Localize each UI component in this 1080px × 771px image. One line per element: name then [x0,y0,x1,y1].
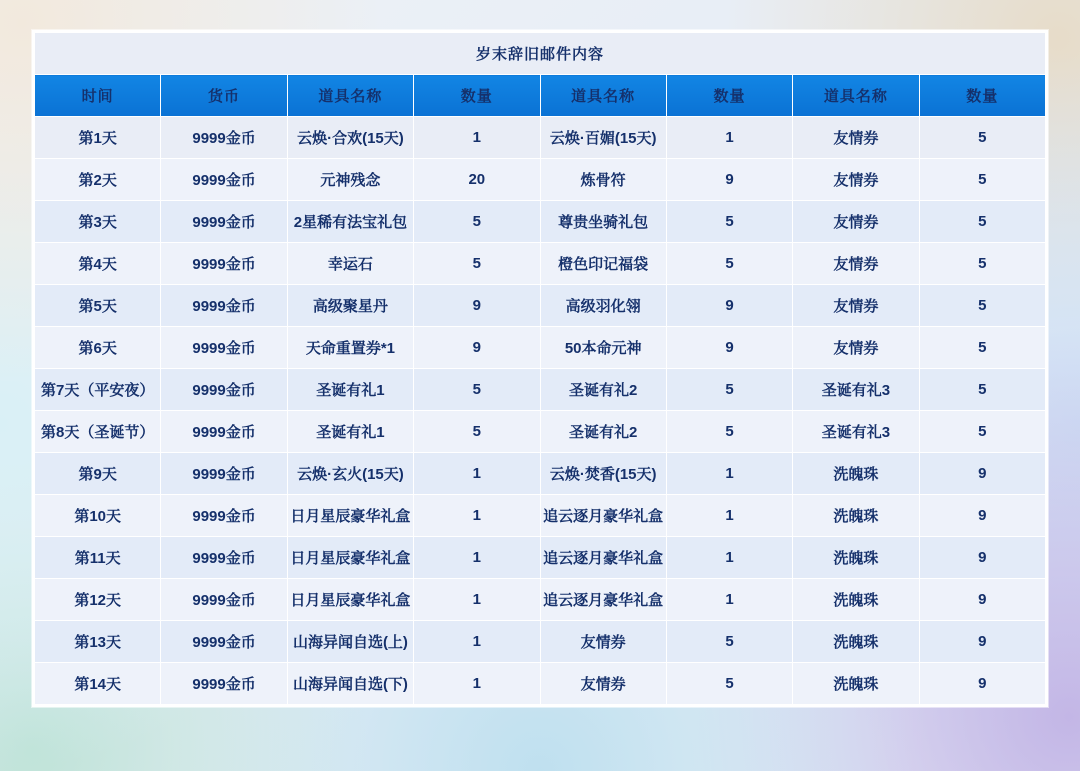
cell-item-2: 友情券 [540,621,666,663]
cell-qty-2: 1 [666,453,792,495]
column-header-item-1: 道具名称 [287,75,413,117]
cell-qty-2: 5 [666,243,792,285]
column-header-item-3: 道具名称 [793,75,919,117]
cell-currency: 9999金币 [161,159,287,201]
column-header-qty-1: 数量 [414,75,540,117]
table-row [35,159,1046,201]
cell-qty-1: 9 [414,285,540,327]
cell-time: 第14天 [35,663,161,705]
cell-item-1: 圣诞有礼1 [287,369,413,411]
table-body [35,117,1046,705]
cell-currency: 9999金币 [161,621,287,663]
cell-qty-3: 5 [919,201,1045,243]
cell-item-2: 50本命元神 [540,327,666,369]
cell-time: 第1天 [35,117,161,159]
cell-item-1: 云焕·合欢(15天) [287,117,413,159]
cell-item-3: 洗魄珠 [793,621,919,663]
cell-currency: 9999金币 [161,495,287,537]
cell-item-3: 友情券 [793,243,919,285]
column-header-item-2: 道具名称 [540,75,666,117]
cell-qty-1: 5 [414,201,540,243]
cell-qty-2: 1 [666,117,792,159]
cell-item-3: 洗魄珠 [793,537,919,579]
table-row [35,411,1046,453]
cell-qty-2: 5 [666,663,792,705]
table-row [35,117,1046,159]
cell-item-3: 友情券 [793,285,919,327]
cell-qty-1: 1 [414,495,540,537]
cell-currency: 9999金币 [161,537,287,579]
cell-item-2: 橙色印记福袋 [540,243,666,285]
cell-time: 第10天 [35,495,161,537]
cell-qty-2: 9 [666,327,792,369]
cell-qty-3: 9 [919,579,1045,621]
reward-table [34,32,1046,705]
cell-qty-3: 5 [919,327,1045,369]
cell-time: 第7天（平安夜） [35,369,161,411]
cell-currency: 9999金币 [161,327,287,369]
cell-time: 第11天 [35,537,161,579]
table-row [35,453,1046,495]
cell-currency: 9999金币 [161,201,287,243]
cell-item-2: 云焕·百媚(15天) [540,117,666,159]
cell-qty-1: 5 [414,369,540,411]
table-title-row [35,33,1046,75]
table-row [35,369,1046,411]
cell-qty-1: 1 [414,537,540,579]
cell-qty-2: 5 [666,369,792,411]
cell-qty-3: 5 [919,369,1045,411]
cell-time: 第4天 [35,243,161,285]
cell-item-2: 炼骨符 [540,159,666,201]
cell-item-3: 圣诞有礼3 [793,369,919,411]
cell-item-1: 山海异闻自选(上) [287,621,413,663]
cell-qty-3: 9 [919,621,1045,663]
cell-currency: 9999金币 [161,243,287,285]
cell-qty-3: 9 [919,537,1045,579]
cell-qty-2: 5 [666,201,792,243]
column-header-currency: 货币 [161,75,287,117]
cell-qty-2: 1 [666,537,792,579]
cell-qty-1: 5 [414,411,540,453]
cell-item-1: 元神残念 [287,159,413,201]
cell-item-2: 高级羽化翎 [540,285,666,327]
cell-qty-3: 9 [919,453,1045,495]
table-row [35,663,1046,705]
cell-item-3: 圣诞有礼3 [793,411,919,453]
cell-item-1: 圣诞有礼1 [287,411,413,453]
cell-qty-2: 9 [666,285,792,327]
cell-item-3: 洗魄珠 [793,495,919,537]
mail-content-table [32,30,1048,707]
cell-item-2: 尊贵坐骑礼包 [540,201,666,243]
cell-qty-1: 9 [414,327,540,369]
cell-item-2: 追云逐月豪华礼盒 [540,537,666,579]
cell-currency: 9999金币 [161,453,287,495]
cell-time: 第9天 [35,453,161,495]
table-row [35,243,1046,285]
cell-time: 第6天 [35,327,161,369]
cell-item-3: 洗魄珠 [793,579,919,621]
cell-item-1: 2星稀有法宝礼包 [287,201,413,243]
cell-qty-2: 5 [666,411,792,453]
cell-qty-1: 20 [414,159,540,201]
cell-qty-3: 9 [919,495,1045,537]
cell-qty-1: 1 [414,621,540,663]
cell-time: 第12天 [35,579,161,621]
cell-currency: 9999金币 [161,117,287,159]
cell-item-1: 日月星辰豪华礼盒 [287,495,413,537]
column-header-time: 时间 [35,75,161,117]
cell-item-3: 友情券 [793,327,919,369]
cell-qty-3: 5 [919,159,1045,201]
table-row [35,201,1046,243]
cell-currency: 9999金币 [161,579,287,621]
cell-qty-2: 5 [666,621,792,663]
cell-item-3: 洗魄珠 [793,453,919,495]
table-row [35,579,1046,621]
table-row [35,621,1046,663]
cell-item-2: 追云逐月豪华礼盒 [540,495,666,537]
cell-time: 第3天 [35,201,161,243]
cell-qty-1: 5 [414,243,540,285]
cell-item-2: 圣诞有礼2 [540,411,666,453]
cell-item-3: 友情券 [793,117,919,159]
cell-item-1: 山海异闻自选(下) [287,663,413,705]
cell-qty-1: 1 [414,117,540,159]
cell-currency: 9999金币 [161,411,287,453]
cell-time: 第5天 [35,285,161,327]
cell-qty-1: 1 [414,453,540,495]
cell-currency: 9999金币 [161,285,287,327]
cell-item-1: 天命重置券*1 [287,327,413,369]
cell-qty-3: 5 [919,117,1045,159]
cell-qty-2: 1 [666,495,792,537]
cell-item-1: 日月星辰豪华礼盒 [287,537,413,579]
cell-qty-3: 5 [919,285,1045,327]
table-title: 岁末辞旧邮件内容 [35,33,1046,75]
cell-time: 第13天 [35,621,161,663]
cell-qty-3: 5 [919,243,1045,285]
cell-qty-1: 1 [414,579,540,621]
cell-item-3: 洗魄珠 [793,663,919,705]
cell-time: 第8天（圣诞节） [35,411,161,453]
column-header-qty-2: 数量 [666,75,792,117]
column-header-qty-3: 数量 [919,75,1045,117]
cell-item-2: 友情券 [540,663,666,705]
cell-currency: 9999金币 [161,663,287,705]
cell-item-1: 幸运石 [287,243,413,285]
cell-item-2: 云焕·焚香(15天) [540,453,666,495]
cell-item-1: 云焕·玄火(15天) [287,453,413,495]
table-row [35,537,1046,579]
cell-currency: 9999金币 [161,369,287,411]
cell-item-1: 高级聚星丹 [287,285,413,327]
cell-item-2: 追云逐月豪华礼盒 [540,579,666,621]
cell-item-2: 圣诞有礼2 [540,369,666,411]
table-row [35,327,1046,369]
cell-qty-3: 5 [919,411,1045,453]
table-row [35,285,1046,327]
cell-item-1: 日月星辰豪华礼盒 [287,579,413,621]
cell-qty-3: 9 [919,663,1045,705]
cell-time: 第2天 [35,159,161,201]
cell-qty-1: 1 [414,663,540,705]
cell-qty-2: 9 [666,159,792,201]
table-row [35,495,1046,537]
table-header-row [35,75,1046,117]
cell-item-3: 友情券 [793,201,919,243]
cell-qty-2: 1 [666,579,792,621]
cell-item-3: 友情券 [793,159,919,201]
